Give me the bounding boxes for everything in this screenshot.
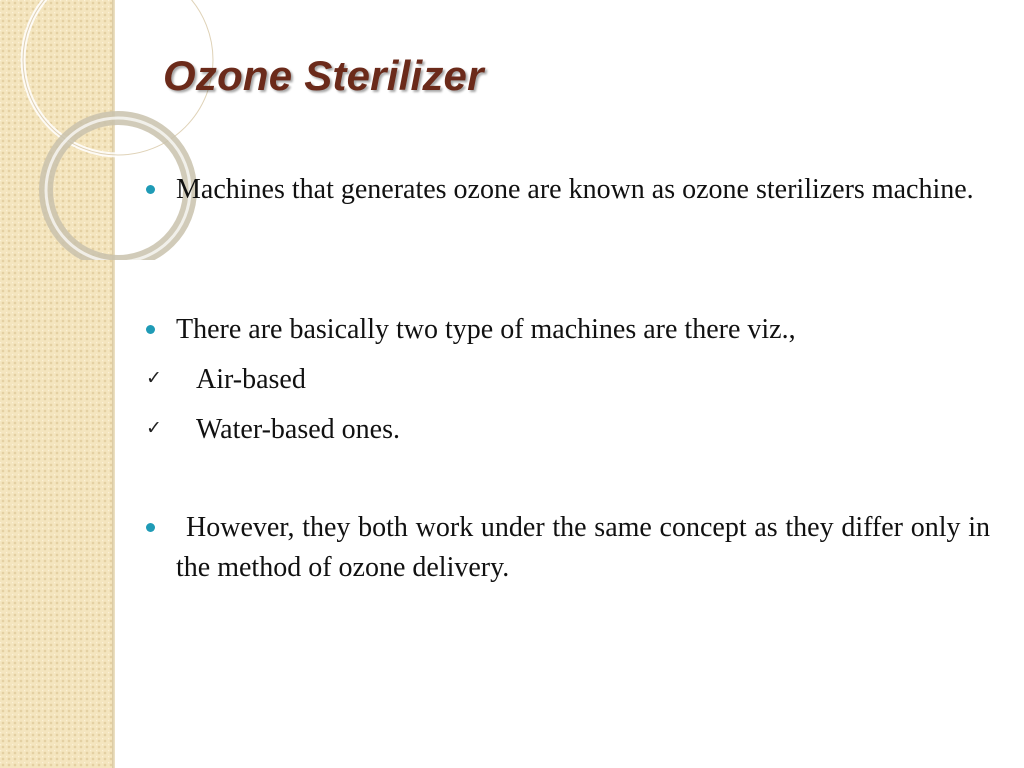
checklist-item: Water-based ones.: [196, 414, 400, 445]
round-bullet-icon: [146, 185, 155, 194]
bullet-text: However, they both work under the same concept as they differ only in the method of ozone delivery.: [176, 512, 990, 583]
round-bullet-icon: [146, 325, 155, 334]
checkmark-icon: ✓: [146, 417, 162, 439]
slide-title: Ozone Sterilizer: [163, 52, 484, 99]
bullet-text: Machines that generates ozone are known as ozone sterilizers machine.: [176, 174, 974, 205]
checklist-item: Air-based: [196, 364, 306, 395]
round-bullet-icon: [146, 523, 155, 532]
checkmark-icon: ✓: [146, 367, 162, 389]
decorative-rings: [0, 0, 240, 260]
bullet-text: There are basically two type of machines are there viz.,: [176, 314, 796, 345]
